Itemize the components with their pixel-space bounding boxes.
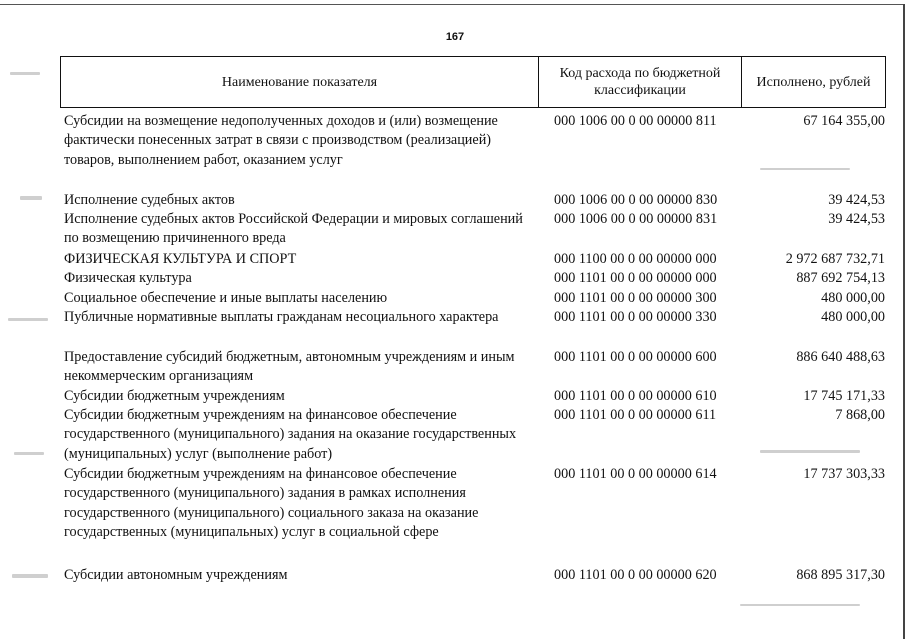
row-code: 000 1100 00 0 00 00000 000 xyxy=(554,251,717,267)
row-amount: 2 972 687 732,71 xyxy=(785,251,885,267)
row-amount: 868 895 317,30 xyxy=(796,567,885,583)
row-code: 000 1101 00 0 00 00000 620 xyxy=(554,567,717,583)
row-code: 000 1101 00 0 00 00000 600 xyxy=(554,349,717,365)
row-amount: 886 640 488,63 xyxy=(796,349,885,365)
row-amount: 887 692 754,13 xyxy=(796,270,885,286)
row-code: 000 1006 00 0 00 00000 811 xyxy=(554,113,717,129)
row-amount: 67 164 355,00 xyxy=(803,113,885,129)
row-code: 000 1101 00 0 00 00000 610 xyxy=(554,388,717,404)
row-name: Субсидии на возмещение недополученных доходов и (или) возмещение фактически понесенных затрат в связи с производством (реализацией) товаров, выполнением работ, оказанием услуг xyxy=(64,113,498,168)
row-name: ФИЗИЧЕСКАЯ КУЛЬТУРА И СПОРТ xyxy=(64,251,297,267)
header-amount: Исполнено, рублей xyxy=(756,74,871,90)
row-name: Субсидии бюджетным учреждениям на финансовое обеспечение государственного (муниципального) задания на оказание государственных (муниципальных) услуг (выполнение работ) xyxy=(64,407,517,462)
row-code: 000 1101 00 0 00 00000 330 xyxy=(554,309,717,325)
row-name: Субсидии автономным учреждениям xyxy=(64,567,288,583)
header-code: Код расхода по бюджетной классификации xyxy=(539,57,742,107)
row-code: 000 1101 00 0 00 00000 614 xyxy=(554,466,717,482)
page-number: 167 xyxy=(445,31,465,43)
row-code: 000 1101 00 0 00 00000 300 xyxy=(554,290,717,306)
row-name: Исполнение судебных актов xyxy=(64,192,235,208)
row-name: Субсидии бюджетным учреждениям xyxy=(64,388,285,404)
row-name: Публичные нормативные выплаты гражданам несоциального характера xyxy=(64,309,499,325)
header-name: Наименование показателя xyxy=(61,57,539,107)
row-amount: 39 424,53 xyxy=(828,211,885,227)
row-name: Субсидии бюджетным учреждениям на финансовое обеспечение государственного (муниципального) задания в рамках исполнения государственного (муниципального) социального заказа на оказание государственных (муниципальных) услуг в социальной сфере xyxy=(64,466,479,541)
row-amount: 17 745 171,33 xyxy=(803,388,885,404)
row-code: 000 1006 00 0 00 00000 830 xyxy=(554,192,718,208)
row-amount: 17 737 303,33 xyxy=(803,466,885,482)
row-amount: 7 868,00 xyxy=(835,407,885,423)
row-name: Исполнение судебных актов Российской Федерации и мировых соглашений по возмещению причиненного вреда xyxy=(64,211,523,247)
row-name: Физическая культура xyxy=(64,270,192,286)
row-code: 000 1101 00 0 00 00000 000 xyxy=(554,270,717,286)
row-code: 000 1101 00 0 00 00000 611 xyxy=(554,407,717,423)
row-amount: 480 000,00 xyxy=(821,309,885,325)
row-amount: 480 000,00 xyxy=(821,290,885,306)
row-code: 000 1006 00 0 00 00000 831 xyxy=(554,211,718,227)
row-name: Предоставление субсидий бюджетным, автономным учреждениям и иным некоммерческим организациям xyxy=(64,349,515,385)
row-amount: 39 424,53 xyxy=(828,192,885,208)
row-name: Социальное обеспечение и иные выплаты населению xyxy=(64,290,388,306)
